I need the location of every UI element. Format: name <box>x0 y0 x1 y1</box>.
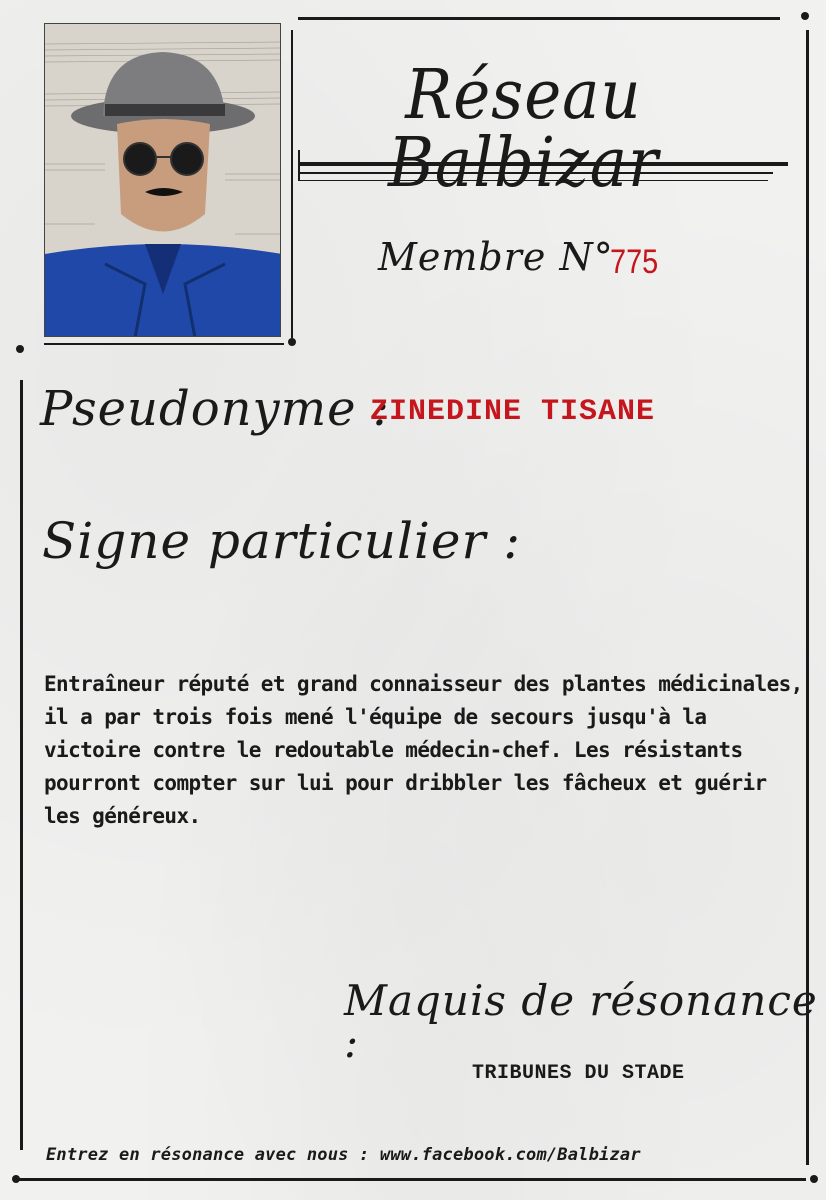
maquis-label: Maquis de résonance : <box>344 976 818 1067</box>
member-label: Membre N° <box>378 235 614 279</box>
frame-left-line <box>20 380 23 1150</box>
description-text: Entraîneur réputé et grand connaisseur des plantes médicinales, il a par trois fois mené l'équipe de secours jusqu'à la victoire contre le redoutable médecin-chef. Les résistants pourront compter sur lui pour dribbler les fâcheux et guérir les généreux. <box>44 672 803 828</box>
pseudonym-label: Pseudonyme : <box>40 381 390 437</box>
frame-corner-dot <box>288 338 296 346</box>
photo-divider-line <box>291 30 293 338</box>
frame-top-line <box>298 17 780 20</box>
frame-corner-dot <box>12 1175 20 1183</box>
frame-bottom-line <box>16 1178 806 1181</box>
pseudonym-value: ZINEDINE TISANE <box>370 395 656 429</box>
frame-corner-dot <box>801 12 809 20</box>
sign-label: Signe particulier : <box>42 512 522 570</box>
card-title: Réseau Balbizar <box>387 56 659 203</box>
maquis-value: TRIBUNES DU STADE <box>472 1062 685 1085</box>
frame-corner-dot <box>16 345 24 353</box>
footer-text: Entrez en résonance avec nous : www.facebook.com/Balbizar <box>46 1145 641 1165</box>
member-photo <box>44 23 281 337</box>
member-number: 775 <box>610 243 659 281</box>
photo-bottom-line <box>44 343 284 345</box>
frame-corner-dot <box>810 1175 818 1183</box>
